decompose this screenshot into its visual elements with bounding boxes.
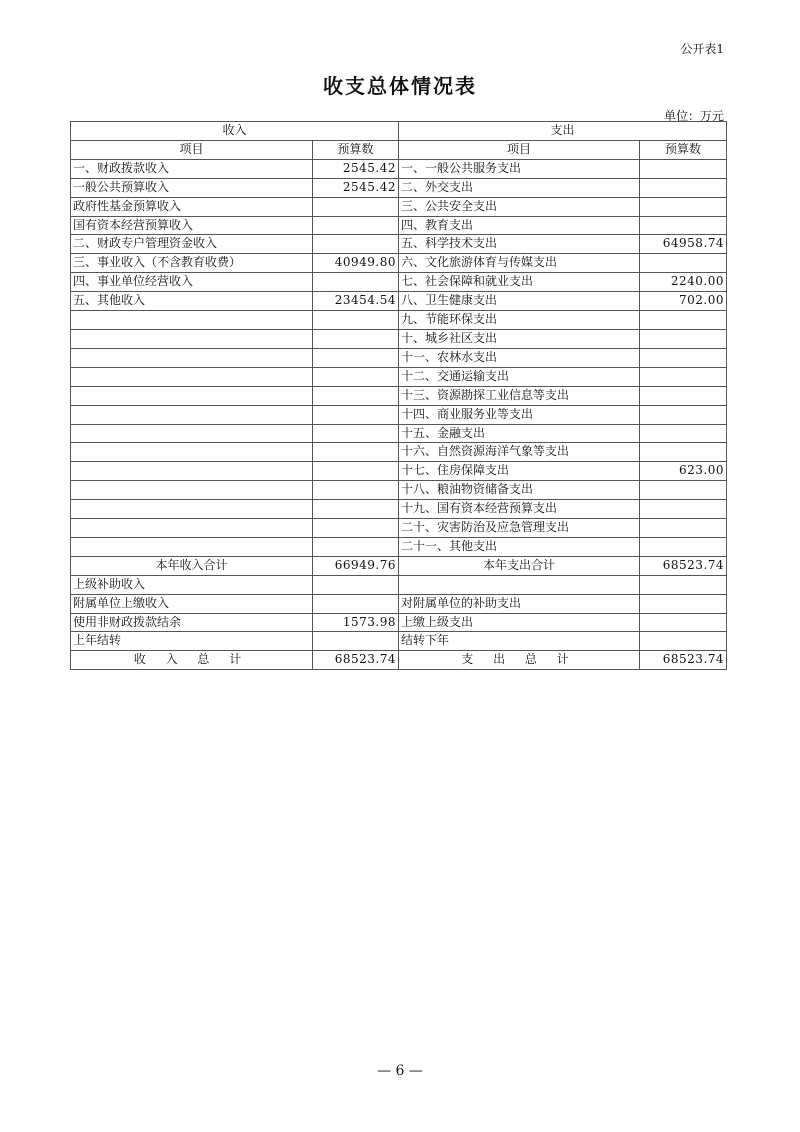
- income-item: [71, 500, 313, 519]
- income-value: [313, 500, 399, 519]
- income-item: 上年结转: [71, 632, 313, 651]
- table-row: [71, 519, 727, 538]
- expense-item: 十七、住房保障支出: [399, 462, 640, 481]
- income-value: 40949.80: [313, 254, 399, 273]
- budget-table-body: [71, 122, 727, 670]
- expense-item: 十四、商业服务业等支出: [399, 405, 640, 424]
- income-item: [71, 386, 313, 405]
- expense-value: [640, 575, 727, 594]
- header-row-group: [71, 122, 727, 141]
- income-value: [313, 348, 399, 367]
- income-item: [71, 462, 313, 481]
- table-row: [71, 254, 727, 273]
- expense-value: 702.00: [640, 292, 727, 311]
- expense-value: [640, 216, 727, 235]
- income-item: 一般公共预算收入: [71, 178, 313, 197]
- document-title: 收支总体情况表: [323, 74, 477, 98]
- expense-item: 十八、粮油物资储备支出: [399, 481, 640, 500]
- income-value: [313, 235, 399, 254]
- expense-value: [640, 348, 727, 367]
- expense-item: 六、文化旅游体育与传媒支出: [399, 254, 640, 273]
- table-row: [71, 367, 727, 386]
- income-item: [71, 424, 313, 443]
- table-row: [71, 311, 727, 330]
- document-code: 公开表1: [680, 42, 724, 56]
- unit-label: 单位：万元: [663, 109, 724, 123]
- expense-value: [640, 254, 727, 273]
- income-value: [313, 537, 399, 556]
- income-value: [313, 632, 399, 651]
- table-row: [71, 329, 727, 348]
- income-item: 五、其他收入: [71, 292, 313, 311]
- table-row: [71, 159, 727, 178]
- income-item: [71, 405, 313, 424]
- income-value: 1573.98: [313, 613, 399, 632]
- table-row: [71, 235, 727, 254]
- header-row-columns: [71, 140, 727, 159]
- expense-budget-header: 预算数: [640, 140, 727, 159]
- expense-item: 十二、交通运输支出: [399, 367, 640, 386]
- expense-value: [640, 594, 727, 613]
- income-total-value: 68523.74: [313, 651, 399, 670]
- expense-value: [640, 632, 727, 651]
- expense-value: [640, 329, 727, 348]
- table-row: [71, 273, 727, 292]
- page-number: — 6 —: [377, 1063, 423, 1079]
- table-row: [71, 462, 727, 481]
- expense-item: 二、外交支出: [399, 178, 640, 197]
- expense-header: 支出: [399, 122, 727, 141]
- expense-item: 七、社会保障和就业支出: [399, 273, 640, 292]
- expense-value: [640, 500, 727, 519]
- income-value: [313, 424, 399, 443]
- table-row: [71, 216, 727, 235]
- income-item: 二、财政专户管理资金收入: [71, 235, 313, 254]
- expense-value: [640, 613, 727, 632]
- income-item: [71, 348, 313, 367]
- table-row: [71, 405, 727, 424]
- table-row: [71, 613, 727, 632]
- expense-value: 623.00: [640, 462, 727, 481]
- table-row: [71, 594, 727, 613]
- income-value: [313, 386, 399, 405]
- expense-item: 二十一、其他支出: [399, 537, 640, 556]
- expense-item: 一、一般公共服务支出: [399, 159, 640, 178]
- table-row: [71, 424, 727, 443]
- expense-value: 64958.74: [640, 235, 727, 254]
- table-row: [71, 197, 727, 216]
- expense-item: [399, 575, 640, 594]
- income-item: [71, 329, 313, 348]
- expense-item: 十五、金融支出: [399, 424, 640, 443]
- expense-total-value: 68523.74: [640, 651, 727, 670]
- income-value: [313, 594, 399, 613]
- budget-table: [70, 121, 727, 670]
- income-value: [313, 481, 399, 500]
- income-value: 23454.54: [313, 292, 399, 311]
- income-item: [71, 519, 313, 538]
- income-subtotal-label: 本年收入合计: [71, 556, 313, 575]
- table-row: [71, 575, 727, 594]
- income-value: [313, 575, 399, 594]
- income-item: 政府性基金预算收入: [71, 197, 313, 216]
- income-item: [71, 311, 313, 330]
- income-subtotal-value: 66949.76: [313, 556, 399, 575]
- table-row: [71, 443, 727, 462]
- expense-value: [640, 424, 727, 443]
- expense-item: 八、卫生健康支出: [399, 292, 640, 311]
- income-value: [313, 329, 399, 348]
- expense-item: 十、城乡社区支出: [399, 329, 640, 348]
- income-value: [313, 519, 399, 538]
- income-item: [71, 443, 313, 462]
- expense-item: 五、科学技术支出: [399, 235, 640, 254]
- expense-item: 十三、资源勘探工业信息等支出: [399, 386, 640, 405]
- expense-item: 结转下年: [399, 632, 640, 651]
- expense-value: 2240.00: [640, 273, 727, 292]
- expense-value: [640, 537, 727, 556]
- table-row: [71, 178, 727, 197]
- income-value: [313, 197, 399, 216]
- expense-item: 上缴上级支出: [399, 613, 640, 632]
- income-value: [313, 462, 399, 481]
- income-item-header: 项目: [71, 140, 313, 159]
- income-header: 收入: [71, 122, 399, 141]
- income-budget-header: 预算数: [313, 140, 399, 159]
- expense-value: [640, 405, 727, 424]
- table-row: [71, 386, 727, 405]
- income-item: [71, 537, 313, 556]
- table-row: [71, 537, 727, 556]
- expense-item: 四、教育支出: [399, 216, 640, 235]
- income-value: [313, 311, 399, 330]
- income-item: [71, 367, 313, 386]
- table-row: [71, 292, 727, 311]
- income-value: 2545.42: [313, 159, 399, 178]
- expense-subtotal-value: 68523.74: [640, 556, 727, 575]
- income-value: [313, 367, 399, 386]
- expense-value: [640, 519, 727, 538]
- expense-value: [640, 386, 727, 405]
- expense-value: [640, 197, 727, 216]
- expense-subtotal-label: 本年支出合计: [399, 556, 640, 575]
- table-row: [71, 481, 727, 500]
- expense-item: 二十、灾害防治及应急管理支出: [399, 519, 640, 538]
- income-value: 2545.42: [313, 178, 399, 197]
- expense-value: [640, 311, 727, 330]
- subtotal-row: [71, 556, 727, 575]
- income-item: [71, 481, 313, 500]
- total-row: [71, 651, 727, 670]
- income-item: 附属单位上缴收入: [71, 594, 313, 613]
- income-item: 上级补助收入: [71, 575, 313, 594]
- income-item: 四、事业单位经营收入: [71, 273, 313, 292]
- expense-item: 九、节能环保支出: [399, 311, 640, 330]
- expense-value: [640, 367, 727, 386]
- expense-value: [640, 159, 727, 178]
- income-value: [313, 405, 399, 424]
- income-item: 三、事业收入（不含教育收费）: [71, 254, 313, 273]
- income-total-label: 收 入 总 计: [71, 651, 313, 670]
- income-value: [313, 443, 399, 462]
- expense-item-header: 项目: [399, 140, 640, 159]
- expense-item: 三、公共安全支出: [399, 197, 640, 216]
- expense-value: [640, 178, 727, 197]
- income-item: 一、财政拨款收入: [71, 159, 313, 178]
- income-item: 使用非财政拨款结余: [71, 613, 313, 632]
- expense-item: 对附属单位的补助支出: [399, 594, 640, 613]
- expense-item: 十一、农林水支出: [399, 348, 640, 367]
- expense-item: 十九、国有资本经营预算支出: [399, 500, 640, 519]
- expense-value: [640, 443, 727, 462]
- table-row: [71, 500, 727, 519]
- income-value: [313, 216, 399, 235]
- table-row: [71, 632, 727, 651]
- expense-total-label: 支 出 总 计: [399, 651, 640, 670]
- income-item: 国有资本经营预算收入: [71, 216, 313, 235]
- income-value: [313, 273, 399, 292]
- table-row: [71, 348, 727, 367]
- expense-item: 十六、自然资源海洋气象等支出: [399, 443, 640, 462]
- expense-value: [640, 481, 727, 500]
